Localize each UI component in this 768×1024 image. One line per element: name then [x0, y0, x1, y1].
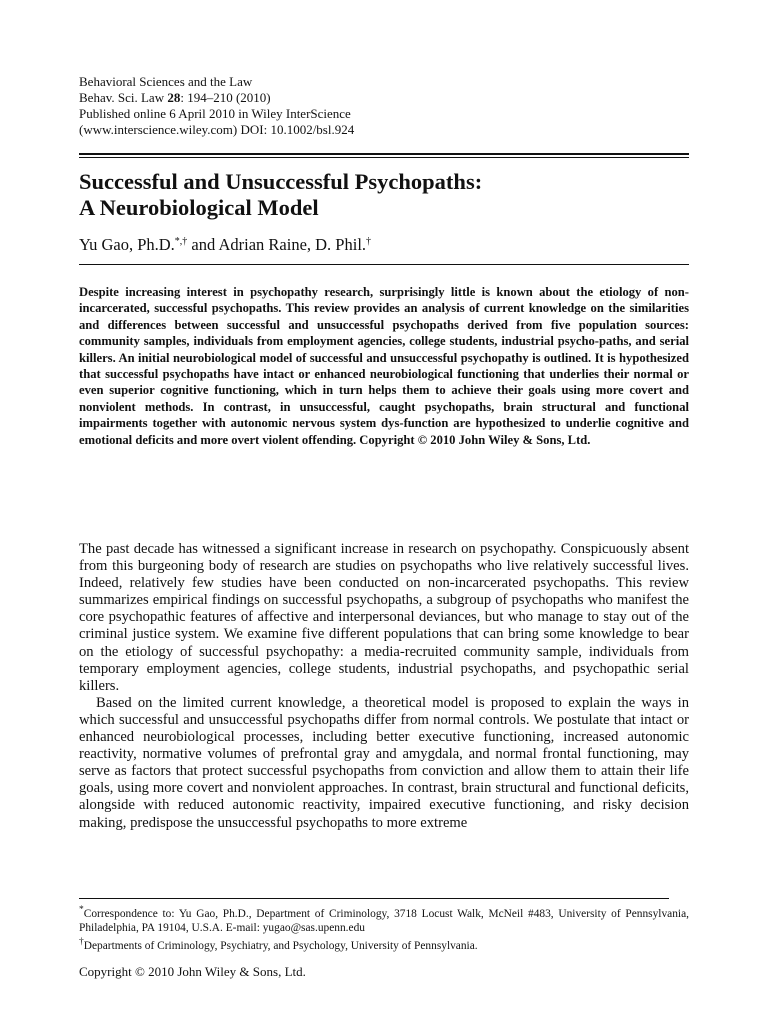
volume-number: 28 [167, 90, 181, 105]
article-title [79, 169, 482, 221]
body-paragraph-1: The past decade has witnessed a significant increase in research on psychopathy. Conspicuously absent from this burgeoning body of research are studies on psychopaths who live relatively successful lives. Indeed, relatively few studies have been conducted on non-incarcerated psychopaths. This review summarizes empirical findings on successful psychopaths, a subgroup of psychopaths who manifest the core psychopathic features of affective and interpersonal deviances, but who manage to stay out of the criminal justice system. We examine five different populations that can bring some knowledge to bear on the etiology of successful psychopathy: a media-recruited community sample, individuals from temporary employment agencies, college students, industrial psychopaths, and psychopathic serial killers. [79, 541, 689, 694]
header-divider [79, 153, 689, 158]
footnotes [79, 903, 689, 953]
body-text [79, 541, 689, 832]
correspondence-text: Correspondence to: Yu Gao, Ph.D., Department of Criminology, 3718 Locust Walk, McNeil #483, University of Pennsylvania, Philadelphia, PA 19104, U.S.A. E-mail: yugao@sas.upenn.edu [79, 907, 689, 934]
doi-line: (www.interscience.wiley.com) DOI: 10.1002/bsl.924 [79, 122, 355, 137]
title-line-1: Successful and Unsuccessful Psychopaths: [79, 169, 483, 194]
footnote-mark-asterisk: * [79, 905, 84, 915]
author-1-marks: *,† [174, 236, 188, 247]
footnote-mark-dagger: † [79, 936, 84, 947]
footnote-departments [79, 935, 689, 953]
body-paragraph-2: Based on the limited current knowledge, a theoretical model is proposed to explain the ways in which successful and unsuccessful psychopaths differ from normal controls. We postulate that intact or enhanced neurobiological processes, including better executive functioning, increased autonomic reactivity, normative volumes of prefrontal gray and amygdala, and normal frontal functioning, may serve as factors that protect successful psychopaths from conviction and allow them to attain their life goals, using more covert and nonviolent approaches. In contrast, brain structural and functional deficits, alongside with reduced autonomic reactivity, impaired executive functioning, and risky decision making, predispose the unsuccessful psychopaths to more extreme [79, 694, 689, 831]
published-online: Published online 6 April 2010 in Wiley InterScience [79, 106, 351, 121]
abstract: Despite increasing interest in psychopathy research, surprisingly little is known about the etiology of non-incarcerated, successful psychopaths. This review provides an analysis of current knowledge on the similarities and differences between successful and unsuccessful psychopaths derived from five population sources: community samples, individuals from employment agencies, college students, industrial psycho-paths, and serial killers. An initial neurobiological model of successful and unsuccessful psychopathy is outlined. It is hypothesized that successful psychopaths have intact or enhanced neurobiological functioning that underlies their normal or even superior cognitive functioning, which in turn helps them to achieve their goals using more covert and nonviolent methods. In contrast, in unsuccessful, caught psychopaths, brain structural and functional impairments together with autonomic nervous system dys-function are hypothesized to underlie cognitive and emotional deficits and more overt violent offending. Copyright © 2010 John Wiley & Sons, Ltd. [79, 285, 689, 447]
author-divider [79, 264, 689, 265]
departments-text: Departments of Criminology, Psychiatry, and Psychology, University of Pennsylvania. [83, 939, 478, 952]
journal-name: Behavioral Sciences and the Law [79, 74, 253, 89]
journal-header [79, 74, 354, 138]
footnote-correspondence [79, 903, 689, 935]
author-2-marks: † [366, 236, 372, 247]
footnote-divider [79, 898, 669, 899]
author-joiner: and Adrian Raine, D. Phil. [187, 235, 367, 254]
journal-citation [79, 90, 354, 106]
author-1: Yu Gao, Ph.D. [79, 235, 175, 254]
title-line-2: A Neurobiological Model [79, 195, 319, 220]
citation-pages: : 194–210 (2010) [180, 90, 271, 105]
copyright-notice: Copyright © 2010 John Wiley & Sons, Ltd. [79, 964, 306, 979]
citation-prefix: Behav. Sci. Law [79, 90, 168, 105]
author-line [79, 235, 371, 255]
